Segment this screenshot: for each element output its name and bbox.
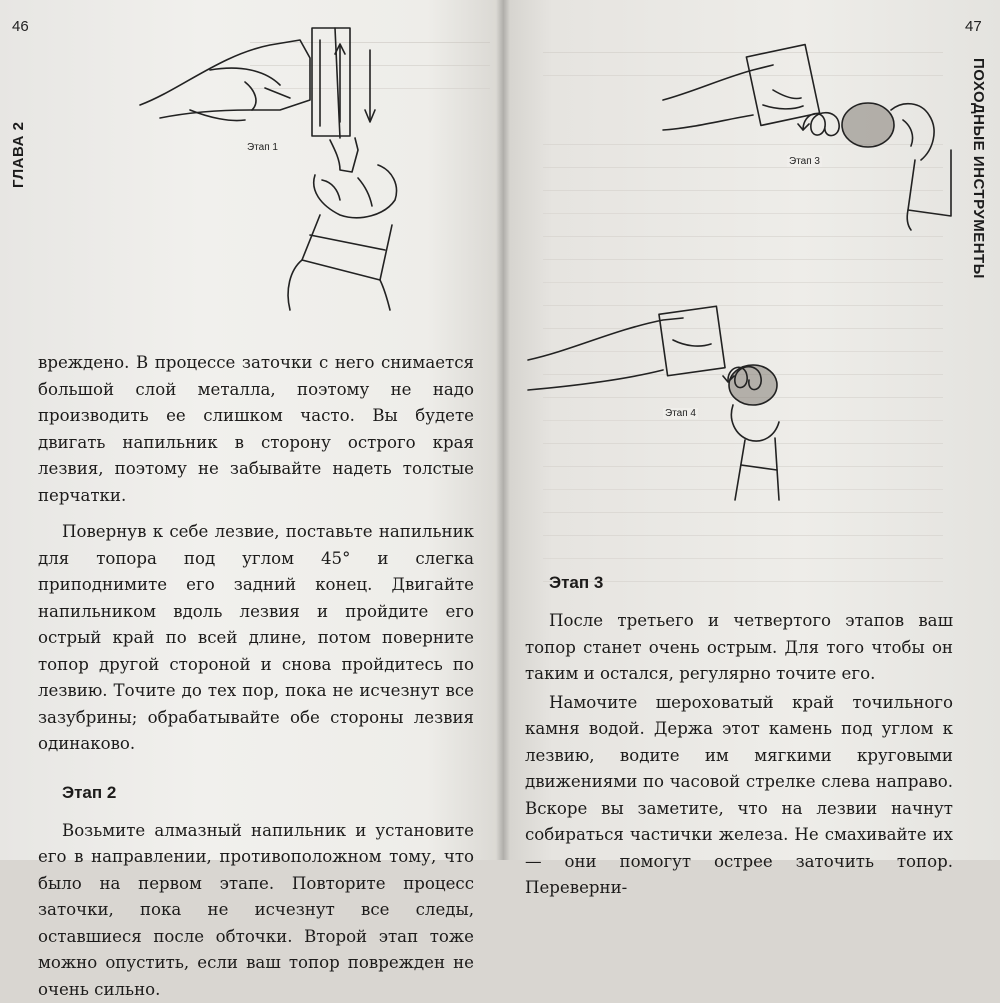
illustration-stage-1 [40,10,470,310]
whetstone-circular-drawing-top [653,20,953,230]
paragraph-2: Повернув к себе лезвие, поставьте напильник для топора под углом 45° и слегка приподнимите его задний конец. Двигайте напильником вдоль лезвия и пройдите его острый край по всей длине, потом поверните топор другой стороной и снова пройдитесь по лезвию. Точите до тех пор, пока не исчезнут все зазубрины; обрабатывайте обе стороны лезвия одинаково. [38,519,474,758]
chapter-tab-left [6,58,30,378]
section-heading-stage-3: Этап 3 [549,572,953,594]
right-paragraph-1: После третьего и четвертого этапов ваш топор станет очень острым. Для того чтобы он таким и остался, регулярно точите его. [525,608,953,688]
page-number-right: 47 [965,18,982,35]
whetstone-circular-drawing-bottom [513,290,813,510]
right-page-body [525,572,953,902]
left-page [0,0,503,860]
illustration-stage-3 [653,20,953,230]
right-paragraph-2: Намочите шероховатый край точильного камня водой. Держа этот камень под углом к лезвию, водите им мягкими круговыми движениями по часовой стрелке слева направо. Вскоре вы заметите, что на лезвии начнут собираться частички железа. Не смахивайте их — они помогут острее заточить топор. Переверни- [525,690,953,902]
left-page-body [38,350,474,1003]
right-page [503,0,1000,860]
page-number-left: 46 [12,18,29,35]
paragraph-3: Возьмите алмазный напильник и установите его в направлении, противоположном тому, что было на первом этапе. Повторите процесс заточки, пока не исчезнут все следы, оставшиеся после обточки. Второй этап тоже можно опустить, если ваш топор поврежден не очень сильно. [38,818,474,1003]
illustration-label-stage-1: Этап 1 [245,142,280,153]
chapter-tab-right [967,58,991,378]
illustration-label-stage-3: Этап 3 [787,156,822,167]
chapter-tab-right-label: ПОХОДНЫЕ ИНСТРУМЕНТЫ [970,58,987,279]
axe-filing-drawing [40,10,470,310]
chapter-tab-left-label: ГЛАВА 2 [10,122,27,188]
paragraph-1: вреждено. В процессе заточки с него снимается большой слой металла, поэтому не надо производить ее слишком часто. Вы будете двигать напильник в сторону острого края лезвия, поэтому не забывайте надеть толстые перчатки. [38,350,474,509]
illustration-stage-4 [513,290,813,510]
book-gutter [496,0,510,860]
illustration-label-stage-4: Этап 4 [663,408,698,419]
section-heading-stage-2: Этап 2 [62,782,474,804]
